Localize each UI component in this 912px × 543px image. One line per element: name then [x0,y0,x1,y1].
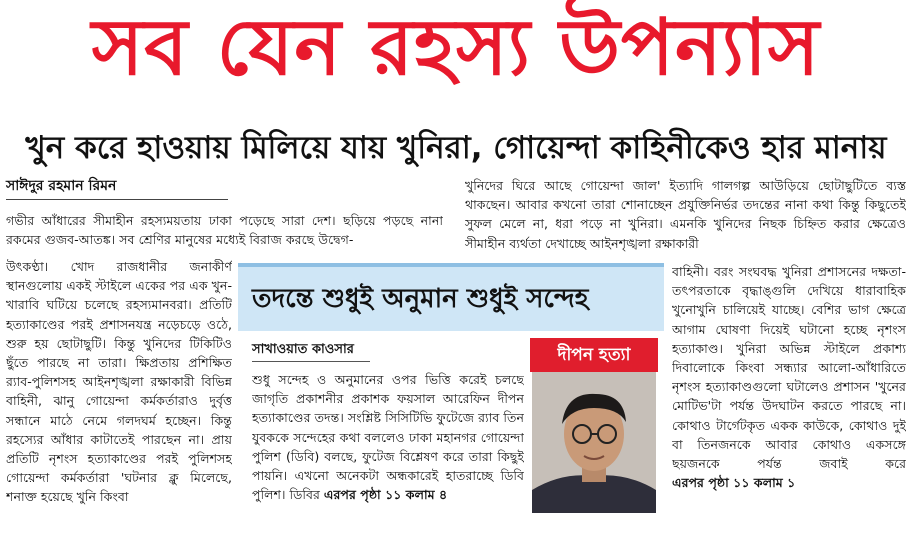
sidebar-title-box [238,263,664,331]
portrait-photo [532,372,656,513]
photo-caption: দীপন হত্যা [530,338,658,372]
column-1-bottom-text: উৎকণ্ঠা। খোদ রাজধানীর জনাকীর্ণ স্থানগুলোয় একই স্টাইলে একের পর এক খুন-খারাবি ঘটিয়ে চলেছে রহস্যমানবরা। প্রতিটি হত্যাকাণ্ডের পরই প্রশাসনযন্ত্র নড়েচড়ে ওঠে, শুরু হয় ছোটাছুটি। কিন্তু খুনিদের টিকিটিও ছুঁতে পারছে না তারা। ক্ষিপ্রতায় প্রশিক্ষিত র‌্যাব-পুলিশসহ আইনশৃঙ্খলা রক্ষাকারী বিভিন্ন বাহিনী, ঝানু গোয়েন্দা কর্মকর্তারাও দুর্বৃত্ত সন্ধানে মাঠে নেমে গলদঘর্ম হচ্ছেন। কিন্তু রহস্যের আঁধার কাটাতেই পারছেন না। প্রায় প্রতিটি নৃশংস হত্যাকাণ্ডের পরই পুলিশসহ গোয়েন্দা কর্মকর্তারা 'ঘটনার ক্লু মিলেছে, শনাক্ত হয়েছে খুনি কিংবা [6,259,232,505]
sidebar-byline: সাখাওয়াত কাওসার [252,342,354,357]
column-1-top-text: গভীর আঁধারের সীমাহীন রহস্যময়তায় ঢাকা পড়েছে সারা দেশ। ছড়িয়ে পড়ছে নানা রকমের গুজব-আতঙ্ক। সব শ্রেণির মানুষের মধ্যেই বিরাজ করছে উদ্বেগ- [6,213,443,248]
sidebar-continued: এরপর পৃষ্ঠা ১১ কলাম ৪ [323,487,448,503]
portrait-illustration [532,372,656,513]
sidebar-body [252,370,524,520]
byline: সাঈদুর রহমান রিমন [6,178,117,194]
column-3-bottom-text: বাহিনী। বরং সংঘবদ্ধ খুনিরা প্রশাসনের দক্ষতা-তৎপরতাকে বৃদ্ধাঙ্গুলি দেখিয়ে ধারাবাহিক খুনোখুনি চালিয়েই যাচ্ছে। বেশির ভাগ ক্ষেত্রে আগাম ঘোষণা দিয়েই ঘটানো হচ্ছে নৃশংস হত্যাকাণ্ড। খুনিরা অভিন্ন স্টাইলে প্রকাশ্য দিবালোকে কিংবা সন্ধ্যার আলো-আঁধারিতে নৃশংস হত্যাকাণ্ডগুলো ঘটালেও প্রশাসন 'খুনের মোটিভ'টা পর্যন্ত উদঘাটন করতে পারছে না। কোথাও টার্গেটকৃত একক কাউকে, কোথাও দুই বা তিনজনকে আবার কোথাও একসঙ্গে ছয়জনকে পর্যন্ত জবাই করে [672,264,906,472]
headline: সব যেন রহস্য উপন্যাস [91,3,821,93]
subheadline: খুন করে হাওয়ায় মিলিয়ে যায় খুনিরা, গোয়েন্দা কাহিনীকেও হার মানায় [25,130,887,166]
column-3-top-text: খুনিদের ঘিরে আছে গোয়েন্দা জাল' ইত্যাদি গালগল্প আউড়িয়ে ছোটাছুটিতে ব্যস্ত থাকছেন। আবার কখনো তারা শোনাচ্ছেন প্রযুক্তিনির্ভর তদন্তের নানা কথা কিন্তু কিছুতেই সুফল মেলে না, ধরা পড়ে না খুনিরা। এমনকি খুনিদের নিছক চিহ্নিত করার ক্ষেত্রেও সীমাহীন ব্যর্থতা দেখাচ্ছে আইনশৃঙ্খলা রক্ষাকারী [465,178,906,251]
column-1-top [6,211,443,254]
sidebar-body-text: শুধু সন্দেহ ও অনুমানের ওপর ভিত্তি করেই চলছে জাগৃতি প্রকাশনীর প্রকাশক ফয়সাল আরেফিন দীপন হত্যাকাণ্ডের তদন্ত। সংশ্লিষ্ট সিসিটিভি ফুটেজে র‌্যাব তিন যুবককে সন্দেহের কথা বললেও ঢাকা মহানগর গোয়েন্দা পুলিশ (ডিবি) বলছে, ফুটেজ বিশ্লেষণ করে তারা কিছুই পায়নি। এখনো অনেকটা অন্ধকারেই হাতরাচ্ছে ডিবি পুলিশ। ডিবির [252,372,524,503]
column-3-bottom [672,262,906,534]
byline-underline [6,199,228,200]
column-1-bottom [6,257,232,539]
column-3-continued: এরপর পৃষ্ঠা ১১ কলাম ১ [672,475,796,491]
sidebar-byline-underline [252,361,370,362]
column-3-top [465,176,906,262]
sidebar-title: তদন্তে শুধুই অনুমান শুধুই সন্দেহ [252,284,589,314]
